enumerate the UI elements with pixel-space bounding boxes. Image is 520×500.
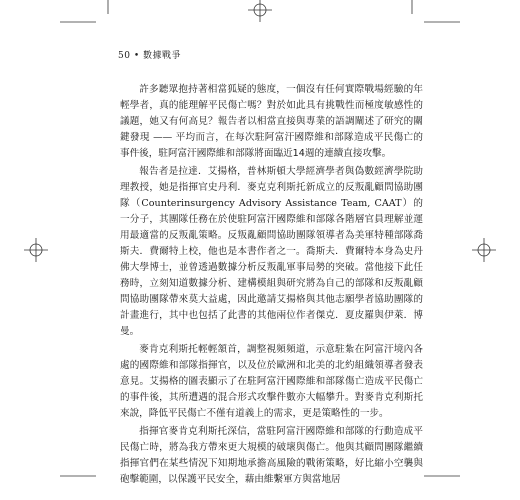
header-separator: •: [133, 51, 140, 61]
paragraph-3: 麥肯克利斯托輕輕頷首，調整視頻頻道，示意駐紮在阿富汗境內各處的國際維和部隊指揮官，以及位於歐洲和北美的北約組織領導者發表意見。艾揚格的圖表顯示了在駐阿富汗國際維和部隊傷亡造成平民傷亡的事件後，其所遭遇的混合形式攻擊件數亦大幅攀升。對麥肯克利斯托來說，降低平民傷亡不僅有道義上的需求，更是策略性的一步。: [120, 344, 423, 419]
paragraph-1-text: 許多聽眾抱持著相當狐疑的態度，一個沒有任何實際戰場經驗的年輕學者，真的能理解平民傷亡嗎？對於如此具有挑戰性而極度敏感性的議題，她又有何高見？報告者以相當直接與專業的語調闡述了研究的關鍵發現 ——: [120, 84, 423, 143]
running-title: 數據戰爭: [143, 51, 182, 61]
running-header: [118, 48, 181, 61]
body-text: [120, 82, 423, 490]
paragraph-1: [120, 82, 423, 162]
page-number: 50: [118, 51, 131, 61]
paragraph-2: 報告者是拉達．艾揚格，普林斯頓大學經濟學者與偽數經濟學院助理教授，她是指揮官史丹利．麥克克利斯托新成立的反叛亂顧問協助團隊（Counterinsurgency Advisory Assistance Team, CAAT）的一分子，其團隊任務在於使駐阿富汗國際維和部隊各階層官員理解並運用最適當的反叛亂策略。反叛亂顧問協助團隊領導者為美軍特種部隊喬斯夫．費爾特上校，他也是本書作者之一。喬斯夫．費爾特本身為史丹佛大學博士，並曾透過數據分析反叛亂軍事局勢的突破。當他接下此任務時，立刻知道數據分析、建構模組與研究將為自己的部隊和反叛亂顧問協助團隊帶來莫大益處，因此邀請艾揚格與其他志願學者協助團隊的計畫進行，其中也包括了此書的其他兩位作者傑克．夏皮羅與伊萊．博曼。: [120, 166, 423, 337]
registration-mark-top: [248, 0, 272, 22]
paragraph-4: 指揮官麥肯克利斯托深信，當駐阿富汗國際維和部隊的行動造成平民傷亡時，將為我方帶來更大規模的破壞與傷亡。他與其顧問團隊繼續指揮官們在某些情況下知期地承擔高風險的戰術策略，好比縮小空襲與砲擊範圍，以保護平民安全，藉由維繫軍方與當地居: [120, 426, 423, 485]
registration-mark-right: [472, 238, 496, 262]
paragraph-1-emphasis: 平均而言，在每次駐阿富汗國際維和部隊造成平民傷亡的事件後，駐阿富汗國際維和部隊將面臨近14週的連續直接攻擊。: [120, 132, 423, 159]
registration-mark-left: [24, 238, 48, 262]
